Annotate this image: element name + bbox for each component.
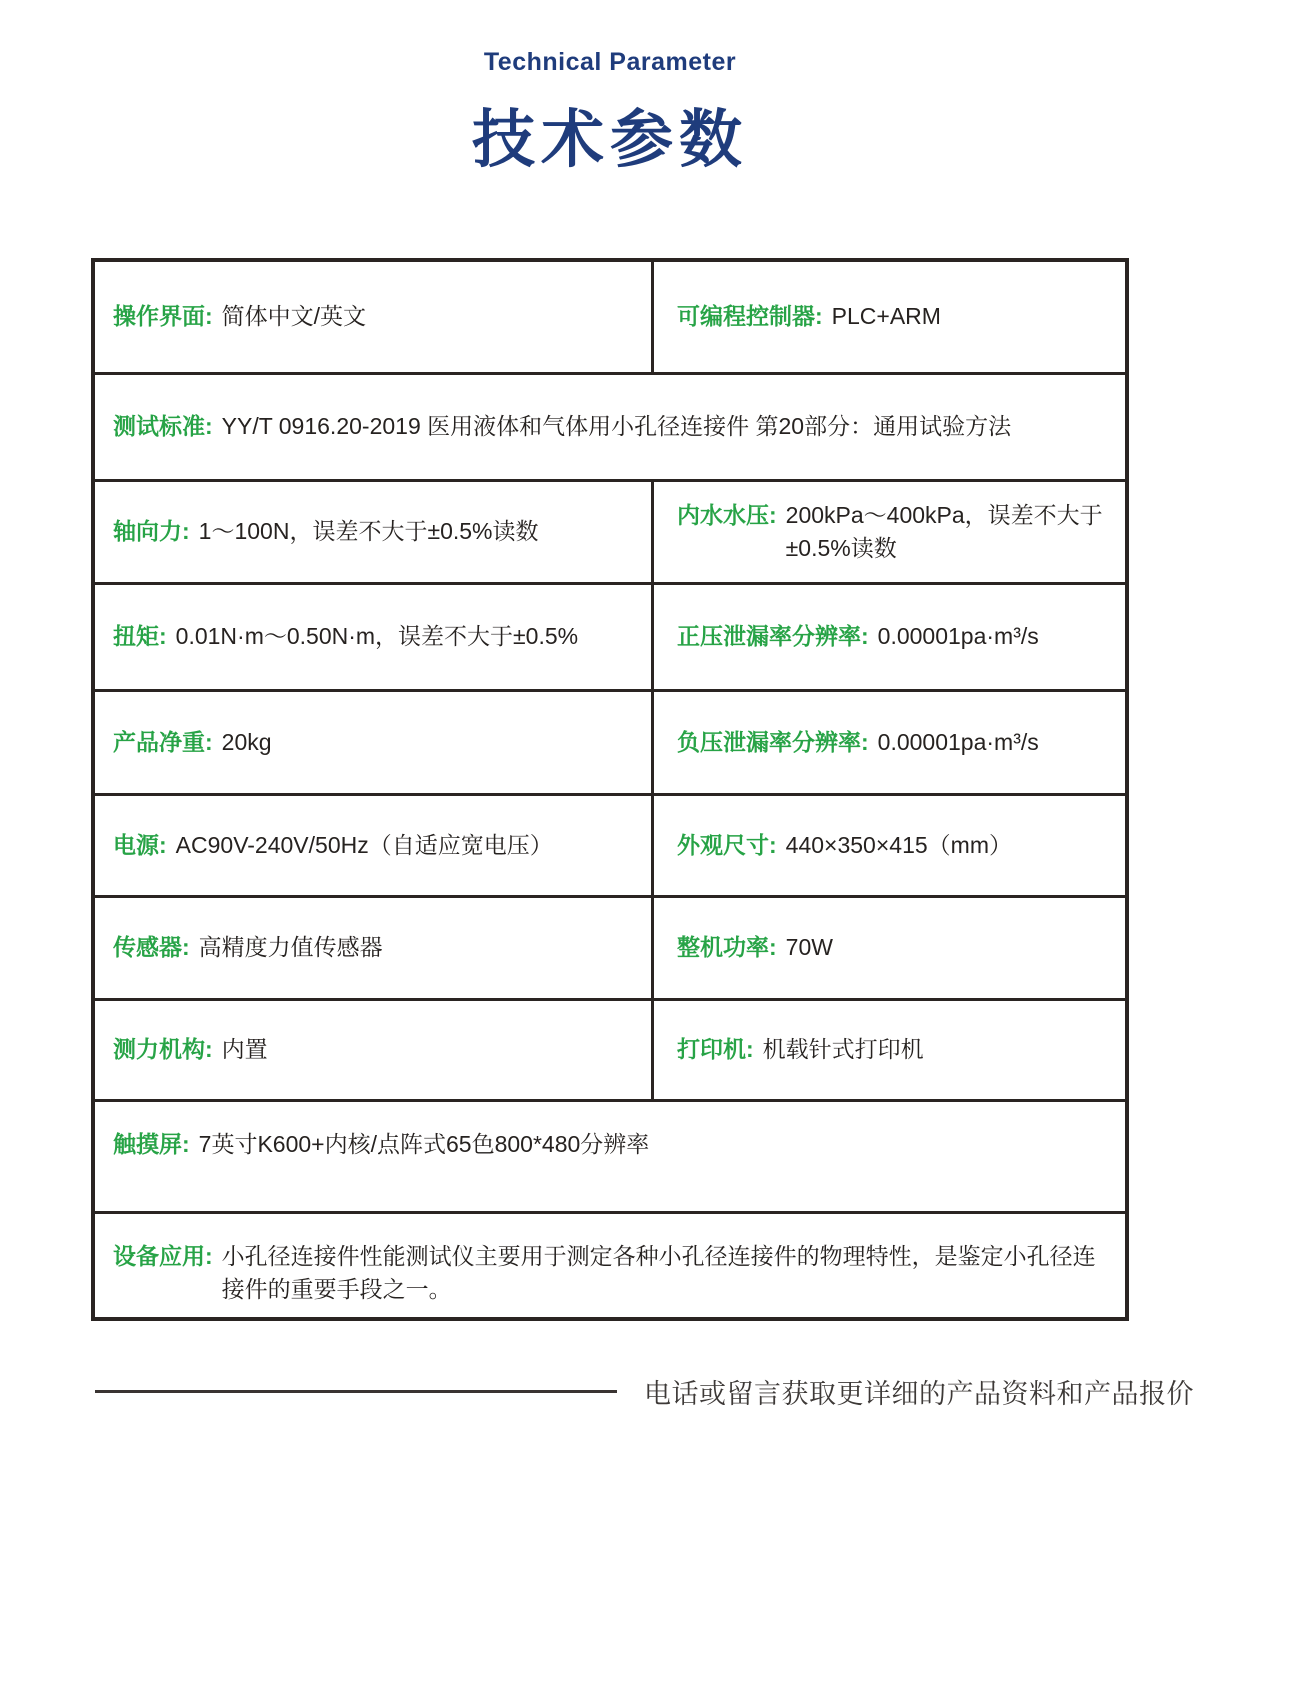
param-label: 内水水压: [677,501,777,528]
param-value: 高精度力值传感器 [198,934,383,961]
cell-force-mechanism [95,1001,651,1099]
param-value: 1～100N，误差不大于±0.5%读数 [198,518,539,545]
page-header [91,48,1129,180]
table-row [95,689,1125,793]
cell-test-standard [95,375,1125,479]
param-label: 电源: [113,831,167,858]
param-value: 0.00001pa·m³/s [877,623,1039,650]
param-value: 内置 [221,1036,268,1063]
param-label: 测试标准: [113,413,213,440]
param-label: 负压泄漏率分辨率: [677,728,869,755]
param-label: 测力机构: [113,1036,213,1063]
param-label: 触摸屏: [113,1131,190,1157]
param-value: PLC+ARM [831,303,941,330]
footer-divider-line [95,1390,617,1393]
subtitle-english: Technical Parameter [483,48,737,76]
param-value: 小孔径连接件性能测试仪主要用于测定各种小孔径连接件的物理特性，是鉴定小孔径连接件的重要手段之一。 [221,1243,1096,1303]
cell-dimensions [651,796,1125,895]
cell-negative-pressure-leak-resolution [651,692,1125,793]
param-value: 200kPa～400kPa，误差不大于±0.5%读数 [785,501,1103,561]
cell-total-power [651,898,1125,998]
table-row [95,582,1125,689]
footer-note [95,1372,1194,1411]
cell-equipment-application [95,1214,1125,1317]
table-row [95,793,1125,895]
param-value: 70W [785,934,833,961]
cell-sensor [95,898,651,998]
param-label: 可编程控制器: [677,303,823,330]
page-title: 技术参数 [472,105,748,175]
cell-power-supply [95,796,651,895]
cell-operation-interface [95,262,651,372]
footer-text: 电话或留言获取更详细的产品资料和产品报价 [644,1379,1194,1409]
param-value: 0.00001pa·m³/s [877,728,1039,755]
cell-net-weight [95,692,651,793]
cell-programmable-controller [651,262,1125,372]
param-label: 传感器: [113,934,190,961]
param-label: 正压泄漏率分辨率: [677,623,869,650]
param-label: 轴向力: [113,518,190,545]
table-row [95,1099,1125,1211]
cell-positive-pressure-leak-resolution [651,585,1125,689]
table-row [95,895,1125,998]
cell-printer [651,1001,1125,1099]
param-value: 440×350×415（mm） [785,831,1012,858]
cell-torque [95,585,651,689]
param-value: 20kg [221,728,272,755]
param-value: 机载针式打印机 [762,1036,924,1063]
table-row [95,998,1125,1099]
param-label: 操作界面: [113,303,213,330]
table-row [95,262,1125,372]
param-value: YY/T 0916.20-2019 医用液体和气体用小孔径连接件 第20部分：通用试验方法 [221,413,1012,440]
param-label: 外观尺寸: [677,831,777,858]
cell-touch-screen [95,1102,1125,1211]
param-value: 7英寸K600+内核/点阵式65色800*480分辨率 [198,1131,650,1157]
param-label: 产品净重: [113,728,213,755]
param-label: 打印机: [677,1036,754,1063]
cell-axial-force [95,482,651,582]
table-row [95,479,1125,582]
cell-internal-water-pressure [651,482,1125,582]
technical-parameter-table [91,258,1129,1321]
param-label: 设备应用: [113,1243,213,1269]
param-value: 0.01N·m～0.50N·m，误差不大于±0.5% [175,623,579,650]
table-row [95,1211,1125,1317]
param-value: 简体中文/英文 [221,303,367,330]
param-value: AC90V-240V/50Hz（自适应宽电压） [175,831,553,858]
param-label: 整机功率: [677,934,777,961]
table-row [95,372,1125,479]
param-label: 扭矩: [113,623,167,650]
